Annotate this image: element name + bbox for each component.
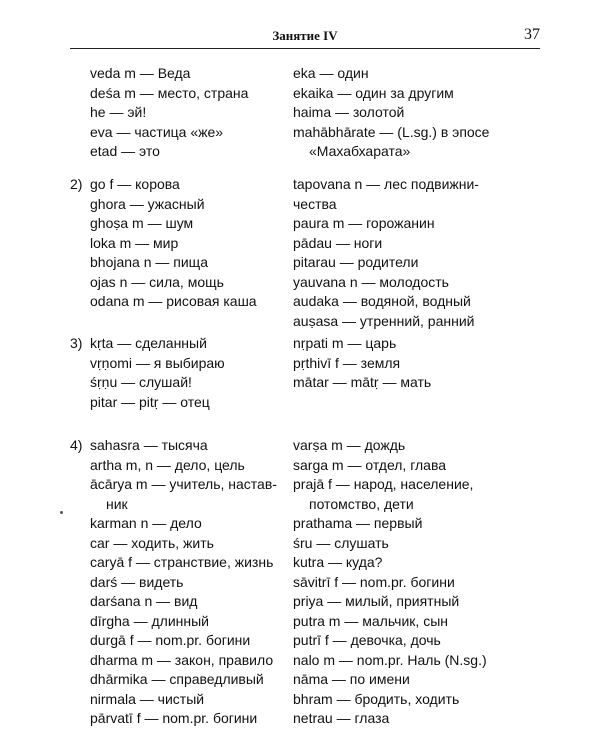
section-number: 4) <box>70 437 83 453</box>
vocab-entry: darś — видеть <box>90 573 184 590</box>
vocab-entry: nalo m — nom.pr. Наль (N.sg.) <box>293 651 487 668</box>
vocab-entry: pārvatī f — nom.pr. богини <box>90 710 258 726</box>
vocab-entry: prathama — первый <box>293 515 423 531</box>
vocab-entry: bhojana n — пища <box>90 254 208 270</box>
vocab-entry: sahasra — тысяча <box>90 437 208 453</box>
vocab-entry: car — ходить, жить <box>90 534 214 551</box>
section-number: 2) <box>70 176 83 192</box>
vocab-entry: audaka — водяной, водный <box>293 293 471 309</box>
vocab-entry: loka m — мир <box>90 234 179 251</box>
vocab-entry-continuation: «Махабхарата» <box>309 143 411 159</box>
vocab-column-left <box>90 334 280 412</box>
vocab-entry: karman n — дело <box>90 515 202 531</box>
vocab-entry: mātar — mātṛ — мать <box>293 374 432 390</box>
vocab-entry: sāvitrī f — nom.pr. богини <box>293 573 455 590</box>
vocab-entry: śṛṇu — слушай! <box>90 374 192 390</box>
vocab-entry: etad — это <box>90 143 160 159</box>
vocab-entry: paura m — горожанин <box>293 215 435 231</box>
vocab-entry: ekaika — один за другим <box>293 84 454 101</box>
vocab-entry: mahābhārate — (L.sg.) в эпосе <box>293 123 490 140</box>
vocab-entry: kutra — куда? <box>293 554 383 570</box>
vocab-entry: haima — золотой <box>293 104 405 120</box>
vocab-entry: he — эй! <box>90 104 147 120</box>
vocab-entry: ojas n — сила, мощь <box>90 273 224 290</box>
vocab-entry: durgā f — nom.pr. богини <box>90 632 251 648</box>
vocab-entry: ghora — ужасный <box>90 195 205 212</box>
vocab-entry: nāma — по имени <box>293 671 410 687</box>
vocab-entry: priya — милый, приятный <box>293 593 460 609</box>
vocab-entry: prajā f — народ, население, <box>293 476 474 492</box>
vocab-entry: deśa m — место, страна <box>90 84 249 101</box>
vocab-entry: ghoṣa m — шум <box>90 215 194 231</box>
vocab-entry: bhram — бродить, ходить <box>293 690 460 707</box>
vocab-entry: netrau — глаза <box>293 710 390 726</box>
vocab-column-right <box>293 64 508 162</box>
vocab-entry: śru — слушать <box>293 534 389 551</box>
vocab-entry: go f — корова <box>90 176 180 192</box>
vocab-entry: tapovana n — лес подвижни- <box>293 176 479 192</box>
section-number: 3) <box>70 335 83 351</box>
vocab-entry: caryā f — странствие, жизнь <box>90 554 274 570</box>
vocab-entry: ācārya m — учитель, настав- <box>90 476 277 492</box>
vocab-entry: kṛta — сделанный <box>90 335 207 351</box>
lesson-title: Занятие IV <box>272 28 338 43</box>
vocab-entry-continuation: потомство, дети <box>309 495 414 512</box>
vocab-entry: putra m — мальчик, сын <box>293 612 448 629</box>
vocab-entry: pṛthivī f — земля <box>293 354 401 371</box>
vocab-entry: eva — частица «же» <box>90 123 224 140</box>
vocab-entry: nirmala — чистый <box>90 690 205 707</box>
vocab-entry: nṛpati m — царь <box>293 335 397 351</box>
vocab-entry: pitar — pitṛ — отец <box>90 393 210 410</box>
vocab-entry: sarga m — отдел, глава <box>293 456 447 473</box>
vocab-column-right <box>293 334 508 393</box>
vocab-column-left <box>90 175 280 312</box>
vocab-entry: vṛṇomi — я выбираю <box>90 354 225 371</box>
page-header <box>70 26 540 49</box>
margin-dot <box>60 511 63 514</box>
vocab-entry: varṣa m — дождь <box>293 437 406 453</box>
vocab-entry-continuation: чества <box>293 195 337 212</box>
vocab-entry: artha m, n — дело, цель <box>90 456 245 473</box>
vocab-entry: putrī f — девочка, дочь <box>293 632 441 648</box>
vocab-entry-continuation: ник <box>106 495 128 512</box>
vocab-entry: darśana n — вид <box>90 593 198 609</box>
vocab-entry: yauvana n — молодость <box>293 273 449 290</box>
vocab-column-left <box>90 436 280 729</box>
page-number: 37 <box>524 26 540 43</box>
vocab-entry: dhārmika — справедливый <box>90 671 264 687</box>
vocab-column-right <box>293 436 508 729</box>
vocab-entry: dharma m — закон, правило <box>90 651 274 668</box>
vocab-column-right <box>293 175 508 331</box>
vocab-entry: odana m — рисовая каша <box>90 293 257 309</box>
vocab-entry: veda m — Веда <box>90 65 191 81</box>
vocab-entry: eka — один <box>293 65 369 81</box>
vocab-column-left <box>90 64 280 162</box>
vocab-entry: dīrgha — длинный <box>90 612 209 629</box>
vocab-entry: pitarau — родители <box>293 254 419 270</box>
vocab-entry: pādau — ноги <box>293 234 383 251</box>
vocab-entry: auṣasa — утренний, ранний <box>293 312 475 329</box>
